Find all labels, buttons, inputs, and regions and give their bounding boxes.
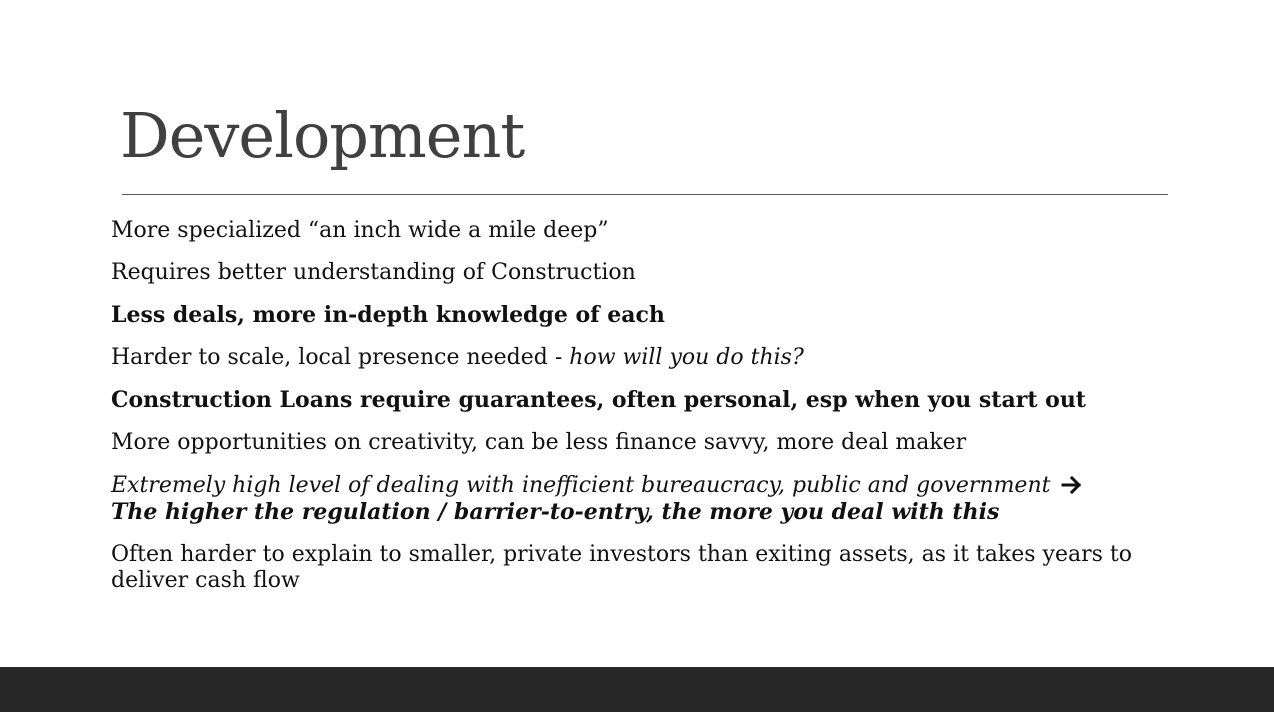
bullet-text: Extremely high level of dealing with inefficient bureaucracy, public and government	[111, 473, 1051, 498]
bullet-item	[111, 472, 1171, 526]
bullet-item	[111, 345, 1171, 371]
bullet-item	[111, 430, 1171, 456]
bullet-item	[111, 218, 1171, 244]
bullet-item	[111, 542, 1171, 594]
bullet-item	[111, 387, 1171, 414]
bullet-list	[111, 218, 1171, 610]
bullet-text: Requires better understanding of Construction	[111, 260, 636, 285]
bullet-text: Less deals, more in-depth knowledge of each	[111, 302, 665, 328]
title-divider	[122, 194, 1168, 195]
slide-title: Development	[120, 99, 525, 172]
bullet-item	[111, 302, 1171, 329]
bullet-text: More specialized “an inch wide a mile deep”	[111, 218, 609, 243]
bullet-text: Construction Loans require guarantees, often personal, esp when you start out	[111, 387, 1086, 413]
bullet-text: More opportunities on creativity, can be less finance savvy, more deal maker	[111, 430, 967, 455]
bullet-text: Harder to scale, local presence needed -	[111, 345, 570, 370]
bullet-item	[111, 260, 1171, 286]
bullet-text: Often harder to explain to smaller, private investors than exiting assets, as it takes years to deliver cash flow	[111, 542, 1132, 593]
bullet-emphasis: The higher the regulation / barrier-to-entry, the more you deal with this	[111, 499, 1000, 525]
footer-bar	[0, 667, 1274, 712]
bullet-emphasis: how will you do this?	[569, 345, 804, 370]
right-arrow-icon	[1061, 472, 1083, 498]
